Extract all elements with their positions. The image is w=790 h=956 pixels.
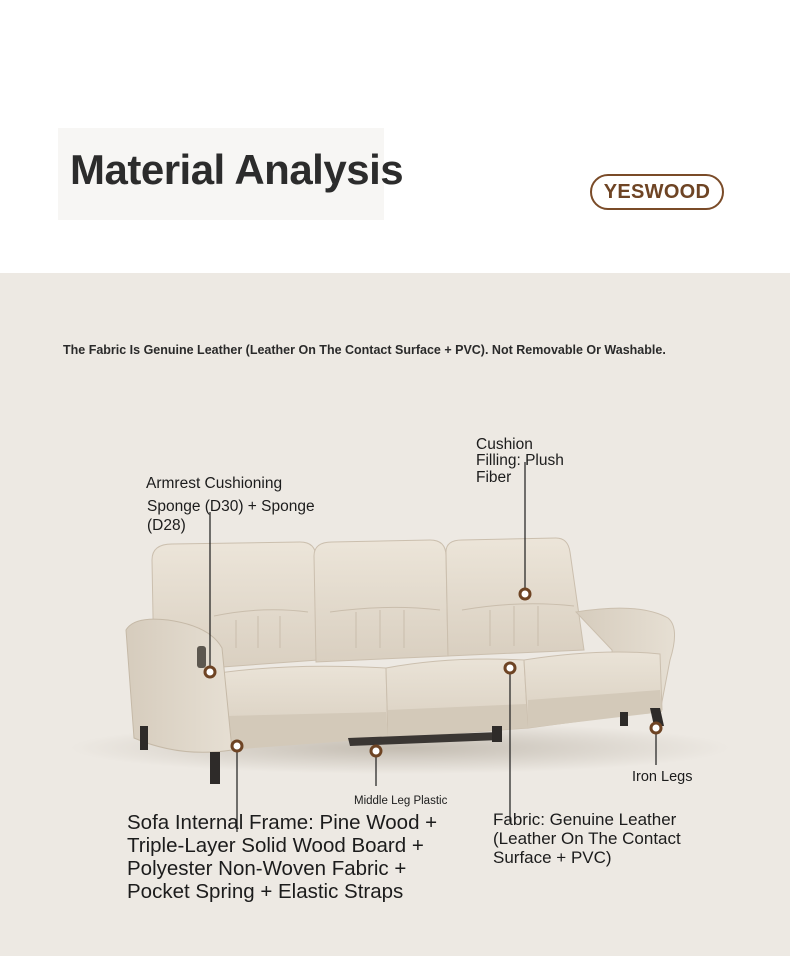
circle-marker-icon — [505, 663, 515, 673]
circle-marker-icon — [520, 589, 530, 599]
leg-middle — [492, 726, 502, 742]
back-cushion-right — [446, 538, 584, 656]
leg-right-back — [620, 712, 628, 726]
page-title: Material Analysis — [70, 146, 404, 193]
fabric-label: Fabric: Genuine Leather (Leather On The Contact Surface + PVC) — [493, 810, 681, 868]
leg-front-inner — [210, 752, 220, 784]
armrest-sponge-label: Sponge (D30) + Sponge (D28) — [147, 498, 315, 535]
fabric-note: The Fabric Is Genuine Leather (Leather On The Contact Surface + PVC). Not Removable Or Washable. — [63, 343, 666, 357]
internal-frame-label: Sofa Internal Frame: Pine Wood + Triple-Layer Solid Wood Board + Polyester Non-Woven Fabric + Pocket Spring + Elastic Straps — [127, 811, 438, 903]
circle-marker-icon — [651, 723, 661, 733]
cushion-filling-label: Cushion Filling: Plush Fiber — [476, 436, 564, 486]
iron-legs-label: Iron Legs — [632, 769, 693, 785]
leg-front-left — [140, 726, 148, 750]
circle-marker-icon — [205, 667, 215, 677]
circle-marker-icon — [371, 746, 381, 756]
circle-marker-icon — [232, 741, 242, 751]
recliner-button — [197, 646, 206, 668]
middle-leg-label: Middle Leg Plastic — [354, 795, 448, 807]
armrest-cushioning-label: Armrest Cushioning — [146, 475, 283, 492]
back-cushion-middle — [314, 540, 448, 662]
brand-logo: YESWOOD — [590, 174, 724, 210]
